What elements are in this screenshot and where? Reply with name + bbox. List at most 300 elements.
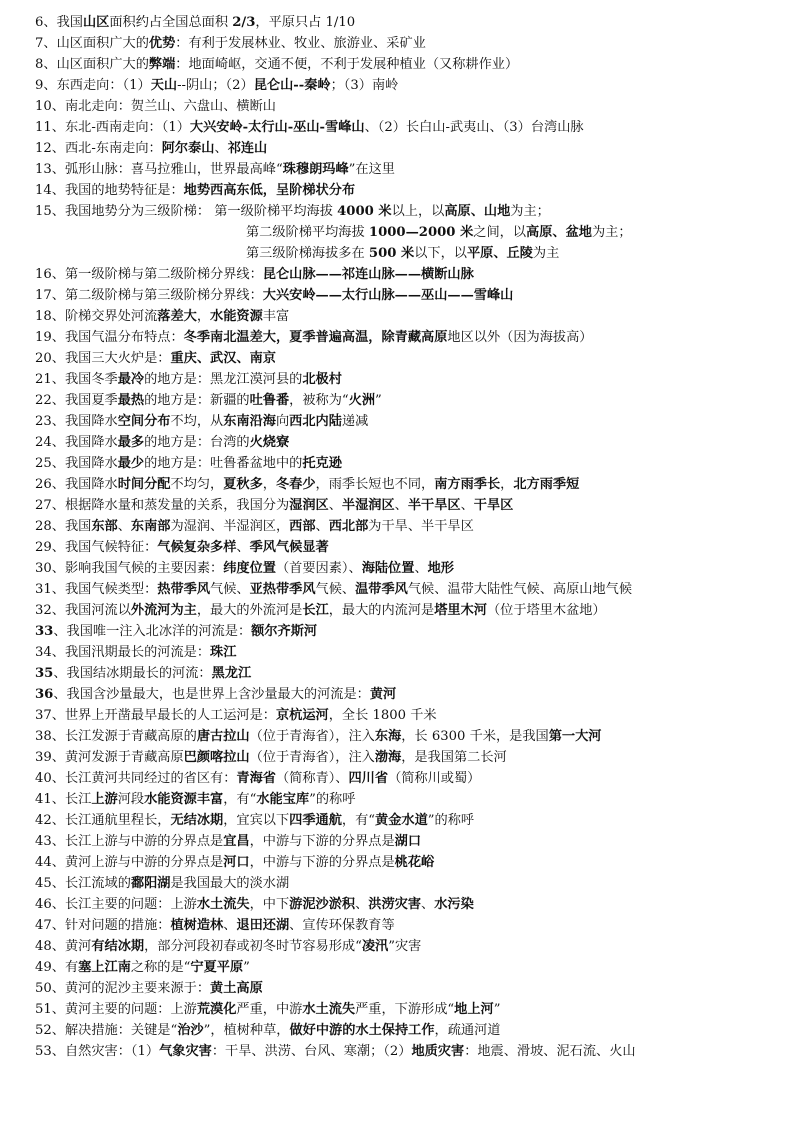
key-term: 吐鲁番	[249, 393, 290, 408]
list-item	[35, 474, 775, 495]
list-item	[35, 159, 775, 180]
list-item	[35, 75, 775, 96]
item-text: ，宜宾以下	[223, 813, 290, 828]
item-text: 不均，从	[170, 414, 224, 429]
item-text: 严重，中游	[236, 1002, 303, 1017]
key-term: 优势	[148, 36, 176, 51]
list-item	[35, 432, 775, 453]
key-term: 2/3	[232, 15, 256, 30]
item-text: 的地方是：吐鲁番盆地中的	[144, 456, 303, 471]
item-text: ”的称呼	[309, 792, 356, 807]
item-text: 气候、温带大陆性气候、高原山地气候	[407, 582, 633, 597]
key-term: 水污染	[434, 897, 474, 912]
list-item	[35, 558, 775, 579]
key-term: 夏秋多	[223, 477, 263, 492]
item-text: 、宣传环保教育等	[289, 918, 395, 933]
list-item	[35, 999, 775, 1020]
item-text: 、	[355, 897, 369, 912]
key-term: 塞上江南	[78, 960, 131, 975]
list-item	[35, 306, 775, 327]
key-term: 珠穆朗玛峰	[282, 162, 349, 177]
item-text: ：有利于发展林业、牧业、旅游业、采矿业	[175, 36, 426, 51]
item-number: 53	[35, 1044, 52, 1059]
key-term: 地质灾害	[411, 1044, 465, 1059]
item-text: ：地震、滑坡、泥石流、火山	[464, 1044, 636, 1059]
key-term: 气象灾害	[159, 1044, 212, 1059]
key-term: 平原、丘陵	[466, 246, 533, 261]
key-term: 黄金水道	[375, 813, 428, 828]
item-text: 、	[414, 561, 428, 576]
key-term: 四川省	[348, 771, 389, 786]
item-text: 之称的是“	[130, 960, 191, 975]
key-term: 洪涝灾害	[368, 897, 422, 912]
key-term: 干旱区	[473, 498, 514, 513]
list-item	[35, 516, 775, 537]
item-number: 28	[35, 519, 52, 534]
list-item	[35, 537, 775, 558]
item-text: 、弧形山脉：喜马拉雅山，世界最高峰“	[51, 162, 283, 177]
item-number: 33	[35, 624, 54, 639]
item-number: 26	[35, 477, 52, 492]
item-number: 47	[35, 918, 52, 933]
key-term: 最热	[117, 393, 145, 408]
item-text: 、长江黄河共同经过的省区有：	[51, 771, 237, 786]
item-text: （位于青海省），注入	[249, 729, 375, 744]
item-text: 、（2）长白山-武夷山、（3）台湾山脉	[364, 120, 584, 135]
item-number: 27	[35, 498, 52, 513]
item-text: 的地方是：新疆的	[144, 393, 250, 408]
item-text: 、解决措施：关键是“	[51, 1023, 178, 1038]
item-text: ，中游与下游的分界点是	[249, 855, 395, 870]
item-text: 是我国最大的淡水湖	[170, 876, 290, 891]
item-text: 、我国冬季	[51, 372, 118, 387]
key-term: 北方雨季短	[513, 477, 580, 492]
item-text: 、黄河上游与中游的分界点是	[51, 855, 224, 870]
item-text: （简称川或蜀）	[388, 771, 481, 786]
item-text: 、黄河主要的问题：上游	[51, 1002, 197, 1017]
key-term: 温带季风	[355, 582, 408, 597]
list-item	[35, 12, 775, 33]
item-text: 面积约占全国总面积	[109, 15, 233, 30]
key-term: 亚热带季风	[249, 582, 316, 597]
key-term: 桃花峪	[394, 855, 435, 870]
list-item	[35, 747, 775, 768]
list-item	[35, 222, 775, 243]
key-term: 地形	[427, 561, 454, 576]
item-text: 为主	[532, 246, 560, 261]
list-item	[35, 600, 775, 621]
key-term: 东南沿海	[223, 414, 276, 429]
item-text: 、	[223, 918, 237, 933]
key-term: 东部	[91, 519, 118, 534]
key-term: 地上河	[454, 1002, 494, 1017]
item-text: 为干旱、半干旱区	[368, 519, 474, 534]
item-text: ”	[493, 1002, 501, 1017]
item-text: （位于青海省），注入	[249, 750, 375, 765]
item-text: 、我国汛期最长的河流是：	[51, 645, 211, 660]
item-text: 、我国结冰期最长的河流：	[53, 666, 212, 681]
item-text: ，部分河段初春或初冬时节容易形成“	[144, 939, 362, 954]
key-term: 最冷	[117, 372, 145, 387]
item-text: 、我国降水	[51, 456, 118, 471]
item-text: 、东北-西南走向：（1）	[51, 120, 190, 135]
key-term: 西北内陆	[289, 414, 342, 429]
key-term: 有结冰期	[91, 939, 145, 954]
item-text: 向	[275, 414, 290, 429]
key-term: 外流河为主	[130, 603, 197, 618]
item-text: 第三级阶梯海拔多在	[246, 246, 369, 261]
key-term: 游泥沙淤积	[289, 897, 356, 912]
key-term: 黄河	[369, 687, 397, 702]
list-item	[35, 978, 775, 999]
item-text: 为主；	[510, 204, 550, 219]
item-number: 16	[35, 267, 52, 282]
key-term: 湿润区	[289, 498, 329, 513]
list-item	[35, 789, 775, 810]
key-term: 北极村	[302, 372, 342, 387]
key-term: 西北部	[328, 519, 369, 534]
item-text: （首要因素）、	[275, 561, 362, 576]
list-item	[35, 327, 775, 348]
item-number: 19	[35, 330, 52, 345]
item-text: 、	[421, 897, 435, 912]
item-text: 、东西走向：（1）	[43, 78, 151, 93]
list-item	[35, 1041, 775, 1062]
key-term: 阿尔泰山	[161, 141, 215, 156]
key-term: 治沙	[177, 1023, 204, 1038]
key-term: 重庆、武汉、南京	[170, 351, 276, 366]
list-item	[35, 348, 775, 369]
key-term: 湖口	[394, 834, 422, 849]
list-item	[35, 495, 775, 516]
item-text: 、黄河的泥沙主要来源于：	[51, 981, 211, 996]
item-text: 、	[214, 141, 228, 156]
item-text: 第二级阶梯平均海拔	[246, 225, 369, 240]
list-item	[35, 915, 775, 936]
key-term: 第一大河	[548, 729, 602, 744]
item-text: ，平原只占 1/10	[255, 15, 356, 30]
item-text: ，	[500, 477, 514, 492]
item-text: 、西北-东南走向：	[51, 141, 162, 156]
key-term: 4000 米	[337, 204, 392, 219]
item-text: 、我国降水	[51, 477, 118, 492]
key-term: 火烧寮	[249, 435, 290, 450]
item-number: 39	[35, 750, 52, 765]
item-text: （位于塔里木盆地）	[486, 603, 606, 618]
key-term: 水土流失	[196, 897, 250, 912]
key-term: 水能资源	[210, 309, 263, 324]
list-item	[35, 810, 775, 831]
item-text: ，雨季长短也不同，	[315, 477, 435, 492]
key-term: 海陆位置	[361, 561, 415, 576]
key-term: 祁连山	[227, 141, 268, 156]
key-term: 落差大	[157, 309, 197, 324]
item-text: ；（3）南岭	[330, 78, 399, 93]
list-item	[35, 243, 775, 264]
list-item	[35, 33, 775, 54]
item-number: 21	[35, 372, 52, 387]
key-term: 天山	[150, 78, 178, 93]
item-text: ，被称为“	[289, 393, 349, 408]
item-text: 递减	[341, 414, 369, 429]
key-term: 无结冰期	[170, 813, 224, 828]
list-item	[35, 411, 775, 432]
list-item	[35, 390, 775, 411]
item-number: 24	[35, 435, 52, 450]
item-text: 、第二级阶梯与第三级阶梯分界线：	[51, 288, 263, 303]
item-number: 36	[35, 687, 54, 702]
item-text: ”	[243, 960, 250, 975]
item-text: 、我国三大火炉是：	[51, 351, 171, 366]
item-number: 52	[35, 1023, 52, 1038]
item-number: 13	[35, 162, 52, 177]
item-text: ，有“	[223, 792, 257, 807]
key-term: 珠江	[210, 645, 237, 660]
key-term: 最少	[117, 456, 145, 471]
key-term: 水能资源丰富	[144, 792, 224, 807]
item-text: 的地方是：台湾的	[144, 435, 250, 450]
item-number: 11	[35, 120, 52, 135]
item-text: 、长江上游与中游的分界点是	[51, 834, 224, 849]
item-text: 地区以外（因为海拔高）	[447, 330, 593, 345]
list-item	[35, 1020, 775, 1041]
key-term: 托克逊	[302, 456, 342, 471]
key-term: 青海省	[236, 771, 276, 786]
list-item	[35, 831, 775, 852]
key-term: 退田还湖	[236, 918, 290, 933]
item-text: 、我国含沙量最大，也是世界上含沙量最大的河流是：	[53, 687, 370, 702]
list-item	[35, 285, 775, 306]
item-text: 为湿润、半湿润区，	[170, 519, 290, 534]
item-number: 10	[35, 99, 52, 114]
item-number: 31	[35, 582, 52, 597]
key-term: 南方雨季长	[434, 477, 501, 492]
item-text: 、长江发源于青藏高原的	[51, 729, 197, 744]
list-item	[35, 705, 775, 726]
item-text: 、自然灾害：（1）	[51, 1044, 160, 1059]
list-item	[35, 180, 775, 201]
key-term: 时间分配	[117, 477, 171, 492]
item-text: ”	[375, 393, 382, 408]
item-text: 、黄河发源于青藏高原	[51, 750, 184, 765]
key-term: 额尔齐斯河	[251, 624, 318, 639]
key-term: 半干旱区	[407, 498, 461, 513]
item-number: 32	[35, 603, 52, 618]
item-number: 23	[35, 414, 52, 429]
item-text: 、	[315, 519, 329, 534]
item-text: 、我国	[43, 15, 83, 30]
list-item	[35, 579, 775, 600]
item-number: 20	[35, 351, 52, 366]
item-text: 、根据降水量和蒸发量的关系，我国分为	[51, 498, 290, 513]
key-term: 地势西高东低，呈阶梯状分布	[183, 183, 356, 198]
item-text: ，最大的内流河是	[328, 603, 435, 618]
item-number: 46	[35, 897, 52, 912]
item-text: ，疏通河道	[434, 1023, 501, 1038]
item-text: 、针对问题的措施：	[51, 918, 171, 933]
item-text: ，是我国第二长河	[401, 750, 507, 765]
item-text: 不均匀，	[170, 477, 224, 492]
key-term: 昆仑山脉——祁连山脉——横断山脉	[262, 267, 474, 282]
list-item	[35, 873, 775, 894]
key-term: 大兴安岭-太行山-巫山-雪峰山	[189, 120, 365, 135]
item-text: 之间，以	[473, 225, 527, 240]
list-item	[35, 768, 775, 789]
key-term: 上游	[91, 792, 118, 807]
key-term: 冬春少	[275, 477, 316, 492]
item-text: 、我国唯一注入北冰洋的河流是：	[53, 624, 252, 639]
item-text: 、长江流域的	[51, 876, 131, 891]
item-text: 河段	[117, 792, 145, 807]
item-text: 、山区面积广大的	[43, 57, 149, 72]
item-number: 37	[35, 708, 52, 723]
key-term: 水能宝库	[256, 792, 310, 807]
key-term: 大兴安岭——太行山脉——巫山——雪峰山	[262, 288, 514, 303]
item-number: 35	[35, 666, 54, 681]
item-text: 、	[117, 519, 131, 534]
item-number: 29	[35, 540, 52, 555]
list-item	[35, 201, 775, 222]
key-term: 1000—2000 米	[368, 225, 474, 240]
item-number: 9	[35, 78, 44, 93]
item-number: 50	[35, 981, 52, 996]
item-text: 、我国降水	[51, 414, 118, 429]
key-term: 凌汛	[361, 939, 389, 954]
list-item	[35, 117, 775, 138]
key-term: 巴颜喀拉山	[183, 750, 250, 765]
item-text: ，中游与下游的分界点是	[249, 834, 395, 849]
key-term: 热带季风	[157, 582, 211, 597]
item-text: 、我国降水	[51, 435, 118, 450]
item-text: ，	[196, 309, 211, 324]
item-text: 、阶梯交界处河流	[51, 309, 158, 324]
item-text: ”在这里	[348, 162, 395, 177]
item-number: 43	[35, 834, 52, 849]
item-number: 34	[35, 645, 52, 660]
item-number: 49	[35, 960, 52, 975]
list-item	[35, 663, 775, 684]
item-text: 、	[328, 498, 342, 513]
list-item	[35, 642, 775, 663]
key-term: 季风气候显著	[249, 540, 329, 555]
item-text: 、我国气候类型：	[51, 582, 158, 597]
key-term: 最多	[117, 435, 145, 450]
item-text: 的地方是：黑龙江漠河县的	[144, 372, 303, 387]
item-number: 15	[35, 204, 52, 219]
item-number: 30	[35, 561, 52, 576]
item-number: 48	[35, 939, 52, 954]
item-number: 22	[35, 393, 52, 408]
item-number: 51	[35, 1002, 52, 1017]
list-item	[35, 96, 775, 117]
key-term: 气候复杂多样	[157, 540, 237, 555]
item-text: 、我国气候特征：	[51, 540, 158, 555]
item-text: 为主；	[591, 225, 632, 240]
item-number: 38	[35, 729, 52, 744]
item-text: ”，植树种草，	[203, 1023, 290, 1038]
item-text: 、我国	[51, 519, 92, 534]
document-page	[35, 12, 775, 1062]
key-term: 河口	[223, 855, 250, 870]
item-text: 、	[394, 498, 408, 513]
key-term: 宜昌	[223, 834, 250, 849]
item-number: 17	[35, 288, 52, 303]
item-number: 14	[35, 183, 52, 198]
item-number: 40	[35, 771, 52, 786]
key-term: 唐古拉山	[196, 729, 250, 744]
item-text: ：地面崎岖，交通不便，不利于发展种植业（又称耕作业）	[175, 57, 519, 72]
key-term: 高原、山地	[444, 204, 511, 219]
key-term: 西部	[289, 519, 316, 534]
list-item	[35, 54, 775, 75]
key-term: 宁夏平原	[190, 960, 244, 975]
list-item	[35, 957, 775, 978]
key-term: 植树造林	[170, 918, 224, 933]
list-item	[35, 894, 775, 915]
list-item	[35, 936, 775, 957]
item-number: 44	[35, 855, 52, 870]
key-term: 昆仑山--秦岭	[253, 78, 331, 93]
item-text: 、我国地势分为三级阶梯： 第一级阶梯平均海拔	[51, 204, 338, 219]
list-item	[35, 138, 775, 159]
key-term: 500 米	[368, 246, 415, 261]
item-text: 、	[236, 540, 250, 555]
item-text: ，全长 1800 千米	[328, 708, 437, 723]
item-text: 、我国夏季	[51, 393, 118, 408]
item-text: 、我国的地势特征是：	[51, 183, 184, 198]
key-term: 荒漠化	[196, 1002, 237, 1017]
item-number: 6	[35, 15, 44, 30]
list-item	[35, 621, 775, 642]
key-term: 四季通航	[289, 813, 342, 828]
item-text: ，最大的外流河是	[196, 603, 303, 618]
item-text: 、长江通航里程长，	[51, 813, 171, 828]
item-number: 18	[35, 309, 52, 324]
item-number: 25	[35, 456, 52, 471]
key-term: 高原、盆地	[526, 225, 592, 240]
item-text: ，有“	[341, 813, 376, 828]
key-term: 鄱阳湖	[130, 876, 171, 891]
item-text: （简称青）、	[275, 771, 349, 786]
item-text: 、世界上开凿最早最长的人工运河是：	[51, 708, 276, 723]
key-term: 东南部	[130, 519, 171, 534]
key-term: 冬季南北温差大，夏季普遍高温，除青藏高原	[183, 330, 448, 345]
item-number: 41	[35, 792, 52, 807]
item-text: 以上，以	[391, 204, 445, 219]
key-term: 弊端	[148, 57, 176, 72]
item-text: ”的称呼	[427, 813, 475, 828]
item-number: 42	[35, 813, 52, 828]
list-item	[35, 684, 775, 705]
item-text: 、第一级阶梯与第二级阶梯分界线：	[51, 267, 263, 282]
item-text: ”灾害	[388, 939, 422, 954]
item-text: 严重，下游形成“	[355, 1002, 455, 1017]
item-number: 8	[35, 57, 44, 72]
item-text: --阴山；（2）	[177, 78, 254, 93]
item-text: 丰富	[262, 309, 290, 324]
item-text: ，中下	[249, 897, 290, 912]
item-text: 、我国河流以	[51, 603, 131, 618]
item-text: 、影响我国气候的主要因素：	[51, 561, 224, 576]
key-term: 山区	[82, 15, 110, 30]
key-term: 东海	[374, 729, 402, 744]
key-term: 空间分布	[117, 414, 171, 429]
item-text: ：干旱、洪涝、台风、寒潮；（2）	[211, 1044, 412, 1059]
list-item	[35, 726, 775, 747]
item-text: 、黄河	[51, 939, 92, 954]
item-text: 、山区面积广大的	[43, 36, 149, 51]
item-number: 45	[35, 876, 52, 891]
